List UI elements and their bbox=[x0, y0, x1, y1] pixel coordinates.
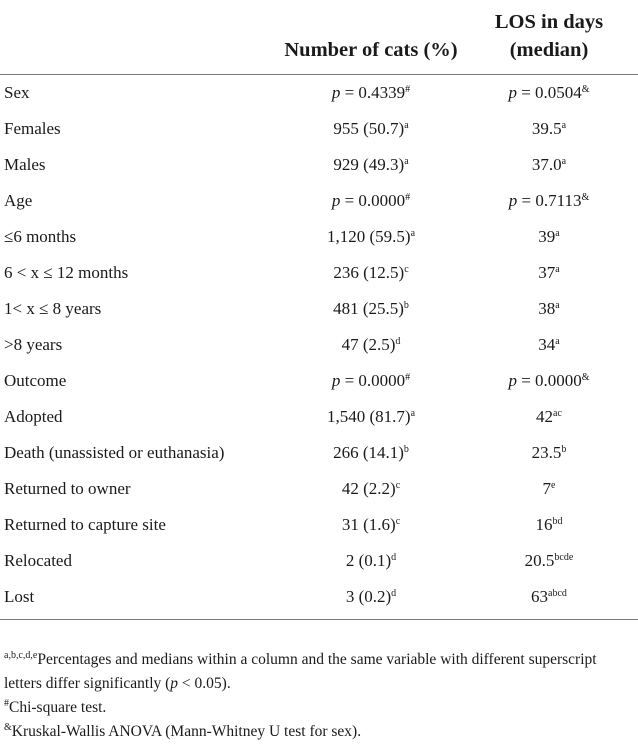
superscript-letter: a bbox=[410, 227, 416, 239]
row-label: Sex bbox=[4, 82, 30, 102]
superscript-letter: a bbox=[555, 263, 560, 275]
count-value: 481 (25.5) bbox=[333, 298, 404, 318]
footnote-kruskal-wallis-text: Kruskal-Wallis ANOVA (Mann-Whitney U test for sex). bbox=[11, 723, 362, 740]
cell-los-median bbox=[460, 327, 638, 363]
superscript-letter: e bbox=[551, 479, 556, 491]
count-value: 236 (12.5) bbox=[333, 262, 405, 282]
test-marker: # bbox=[405, 83, 411, 95]
superscript-letter: c bbox=[395, 515, 401, 527]
count-value: 955 (50.7) bbox=[333, 118, 405, 138]
cell-los-median bbox=[460, 74, 638, 111]
cell-los-median bbox=[460, 435, 638, 471]
table-header bbox=[0, 0, 638, 74]
table-row bbox=[0, 435, 638, 471]
table-row bbox=[0, 327, 638, 363]
p-value: = 0.0000 bbox=[516, 370, 582, 390]
superscript-letter: b bbox=[561, 443, 567, 455]
row-label: Age bbox=[4, 190, 33, 210]
superscript-letter: a bbox=[404, 119, 409, 131]
superscript-letter: a bbox=[555, 227, 560, 239]
footnote-chi-square bbox=[4, 696, 636, 720]
cell-los-median bbox=[460, 579, 638, 620]
median-value: 37.0 bbox=[531, 154, 562, 174]
table-body bbox=[0, 74, 638, 619]
superscript-letter: a bbox=[561, 119, 567, 131]
count-value: 929 (49.3) bbox=[333, 154, 405, 174]
cell-los-median bbox=[460, 255, 638, 291]
count-value: 31 (1.6) bbox=[341, 514, 396, 534]
footnote-significance-sup: a,b,c,d,e bbox=[4, 650, 38, 661]
superscript-letter: d bbox=[395, 335, 401, 347]
superscript-letter: d bbox=[391, 551, 397, 563]
median-value: 39.5 bbox=[531, 118, 562, 138]
median-value: 37 bbox=[538, 262, 556, 282]
test-marker: & bbox=[581, 83, 590, 95]
row-label: Returned to owner bbox=[4, 478, 131, 498]
table-row bbox=[0, 111, 638, 147]
p-value: = 0.0000 bbox=[340, 370, 406, 390]
table-row bbox=[0, 255, 638, 291]
superscript-letter: c bbox=[395, 479, 401, 491]
cell-los-median bbox=[460, 219, 638, 255]
footnote-kruskal-wallis-sup: & bbox=[4, 722, 12, 733]
cell-los-median bbox=[460, 543, 638, 579]
median-value: 42 bbox=[536, 406, 554, 426]
cell-number-of-cats bbox=[282, 471, 460, 507]
median-value: 63 bbox=[531, 586, 549, 606]
table-row bbox=[0, 471, 638, 507]
p-symbol: p bbox=[331, 82, 341, 102]
median-value: 23.5 bbox=[531, 442, 562, 462]
cell-number-of-cats bbox=[282, 507, 460, 543]
p-symbol: p bbox=[331, 190, 341, 210]
cell-los-median bbox=[460, 399, 638, 435]
superscript-letter: b bbox=[403, 443, 409, 455]
superscript-letter: a bbox=[555, 299, 560, 311]
footnote-kruskal-wallis bbox=[4, 720, 636, 744]
row-label: Females bbox=[4, 118, 61, 138]
cell-number-of-cats bbox=[282, 219, 460, 255]
superscript-letter: a bbox=[555, 335, 560, 347]
median-value: 7 bbox=[542, 478, 552, 498]
cell-number-of-cats bbox=[282, 291, 460, 327]
row-label: Males bbox=[4, 154, 46, 174]
header-row bbox=[0, 0, 638, 74]
table-footnotes bbox=[4, 648, 636, 744]
count-value: 266 (14.1) bbox=[333, 442, 404, 462]
cell-los-median bbox=[460, 363, 638, 399]
table-row-group-stat bbox=[0, 183, 638, 219]
row-label: >8 years bbox=[4, 334, 63, 354]
table-row bbox=[0, 219, 638, 255]
table-row-group-stat bbox=[0, 363, 638, 399]
superscript-letter: abcd bbox=[548, 587, 567, 599]
cell-los-median bbox=[460, 147, 638, 183]
superscript-letter: a bbox=[410, 407, 416, 419]
row-label: ≤6 months bbox=[4, 226, 77, 246]
p-symbol: p bbox=[331, 370, 341, 390]
p-symbol: p bbox=[508, 190, 518, 210]
row-label: Lost bbox=[4, 586, 35, 606]
p-value: = 0.0504 bbox=[516, 82, 582, 102]
cell-los-median bbox=[460, 183, 638, 219]
row-label: Returned to capture site bbox=[4, 514, 166, 534]
cell-number-of-cats bbox=[282, 183, 460, 219]
table-row bbox=[0, 507, 638, 543]
superscript-letter: ac bbox=[553, 407, 562, 419]
footnote-chi-square-text: Chi-square test. bbox=[9, 699, 107, 716]
footnote-significance bbox=[4, 648, 636, 696]
count-value: 42 (2.2) bbox=[341, 478, 396, 498]
count-value: 47 (2.5) bbox=[341, 334, 396, 354]
cell-number-of-cats bbox=[282, 435, 460, 471]
table-row bbox=[0, 543, 638, 579]
footnote-significance-text-a: Percentages and medians within a column and the same variable with different superscript letters differ significantly ( bbox=[4, 651, 597, 692]
cell-los-median bbox=[460, 507, 638, 543]
header-number-of-cats: Number of cats (%) bbox=[284, 38, 458, 61]
table-row bbox=[0, 147, 638, 183]
cell-number-of-cats bbox=[282, 111, 460, 147]
cell-number-of-cats bbox=[282, 327, 460, 363]
count-value: 3 (0.2) bbox=[345, 586, 392, 606]
superscript-letter: b bbox=[403, 299, 409, 311]
footnote-significance-p: p bbox=[170, 675, 179, 692]
p-symbol: p bbox=[508, 370, 517, 390]
row-label: Relocated bbox=[4, 550, 72, 570]
cell-number-of-cats bbox=[282, 74, 460, 111]
test-marker: # bbox=[405, 191, 411, 203]
cell-number-of-cats bbox=[282, 147, 460, 183]
row-label: 6 < x ≤ 12 months bbox=[4, 262, 129, 282]
row-label: Death (unassisted or euthanasia) bbox=[4, 442, 225, 462]
median-value: 38 bbox=[538, 298, 556, 318]
row-label: Outcome bbox=[4, 370, 67, 390]
p-value: = 0.4339 bbox=[340, 82, 406, 102]
median-value: 16 bbox=[535, 514, 553, 534]
p-value: = 0.0000 bbox=[340, 190, 406, 210]
superscript-letter: d bbox=[391, 587, 397, 599]
cell-los-median bbox=[460, 471, 638, 507]
cell-los-median bbox=[460, 111, 638, 147]
footnote-chi-square-sup: # bbox=[4, 698, 9, 709]
superscript-letter: a bbox=[561, 155, 567, 167]
test-marker: & bbox=[581, 371, 590, 383]
superscript-letter: bcde bbox=[554, 551, 574, 563]
cell-number-of-cats bbox=[282, 255, 460, 291]
p-value: = 0.7113 bbox=[517, 190, 582, 210]
header-empty-cell bbox=[0, 0, 282, 74]
table-row bbox=[0, 291, 638, 327]
median-value: 20.5 bbox=[524, 550, 555, 570]
median-value: 39 bbox=[538, 226, 556, 246]
count-value: 1,120 (59.5) bbox=[326, 226, 411, 246]
superscript-letter: a bbox=[404, 155, 409, 167]
count-value: 2 (0.1) bbox=[345, 550, 392, 570]
table-row-group-stat bbox=[0, 74, 638, 111]
row-label: Adopted bbox=[4, 406, 63, 426]
test-marker: & bbox=[581, 191, 590, 203]
cell-number-of-cats bbox=[282, 399, 460, 435]
superscript-letter: c bbox=[404, 263, 409, 275]
median-value: 34 bbox=[538, 334, 556, 354]
table-row bbox=[0, 579, 638, 620]
cell-los-median bbox=[460, 291, 638, 327]
cell-number-of-cats bbox=[282, 363, 460, 399]
p-symbol: p bbox=[508, 82, 517, 102]
superscript-letter: bd bbox=[552, 515, 563, 527]
table-row bbox=[0, 399, 638, 435]
cell-number-of-cats bbox=[282, 579, 460, 620]
footnote-significance-text-b: < 0.05). bbox=[178, 675, 231, 692]
cell-number-of-cats bbox=[282, 543, 460, 579]
header-los-days: LOS in days (median) bbox=[494, 10, 604, 61]
row-label: 1< x ≤ 8 years bbox=[4, 298, 102, 318]
test-marker: # bbox=[405, 371, 411, 383]
count-value: 1,540 (81.7) bbox=[326, 406, 411, 426]
